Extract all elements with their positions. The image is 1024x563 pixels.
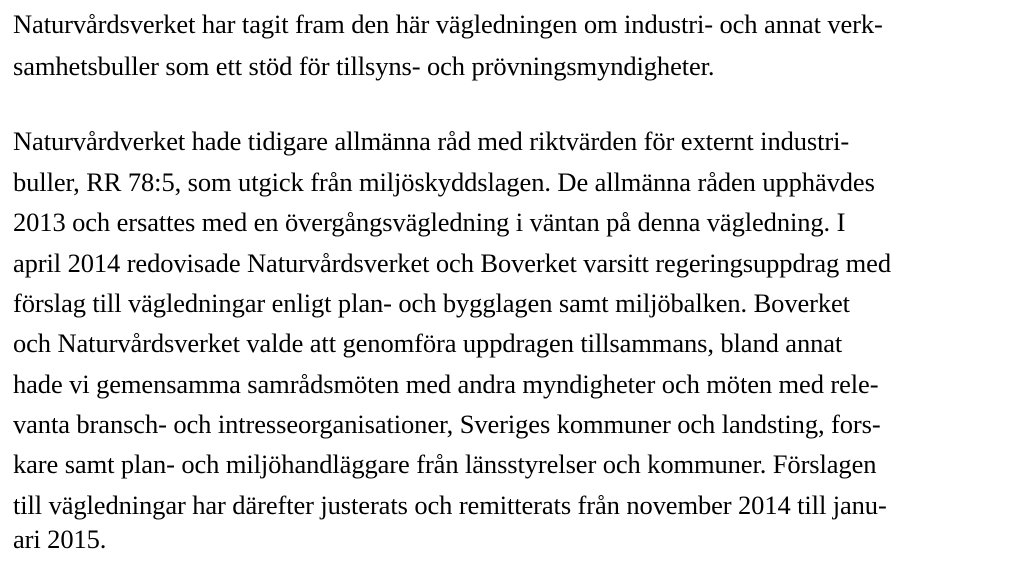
text-line: buller, RR 78:5, som utgick från miljöskyddslagen. De allmänna råden upphävdes xyxy=(13,167,875,197)
text-line: Naturvårdsverket har tagit fram den här vägledningen om industri- och annat verk- xyxy=(13,9,883,39)
text-line: kare samt plan- och miljöhandläggare från länsstyrelser och kommuner. Förslagen xyxy=(13,449,877,479)
text-line: april 2014 redovisade Naturvårdsverket och Boverket varsitt regeringsuppdrag med xyxy=(13,248,891,278)
text-line: 2013 och ersattes med en övergångsvägledning i väntan på denna vägledning. I xyxy=(13,207,846,237)
text-line: förslag till vägledningar enligt plan- och bygglagen samt miljöbalken. Boverket xyxy=(13,288,850,318)
text-line: vanta bransch- och intresseorganisationer, Sveriges kommuner och landsting, fors- xyxy=(13,409,881,439)
text-line: till vägledningar har därefter justerats och remitterats från november 2014 till janu- xyxy=(13,490,887,520)
text-line: ari 2015. xyxy=(13,524,107,554)
text-line: Naturvårdverket hade tidigare allmänna råd med riktvärden för externt industri- xyxy=(13,126,850,156)
text-line: hade vi gemensamma samrådsmöten med andra myndigheter och möten med rele- xyxy=(13,369,879,399)
text-line: och Naturvårdsverket valde att genomföra uppdragen tillsammans, bland annat xyxy=(13,328,843,358)
text-line: samhetsbuller som ett stöd för tillsyns- och prövningsmyndigheter. xyxy=(13,51,715,81)
